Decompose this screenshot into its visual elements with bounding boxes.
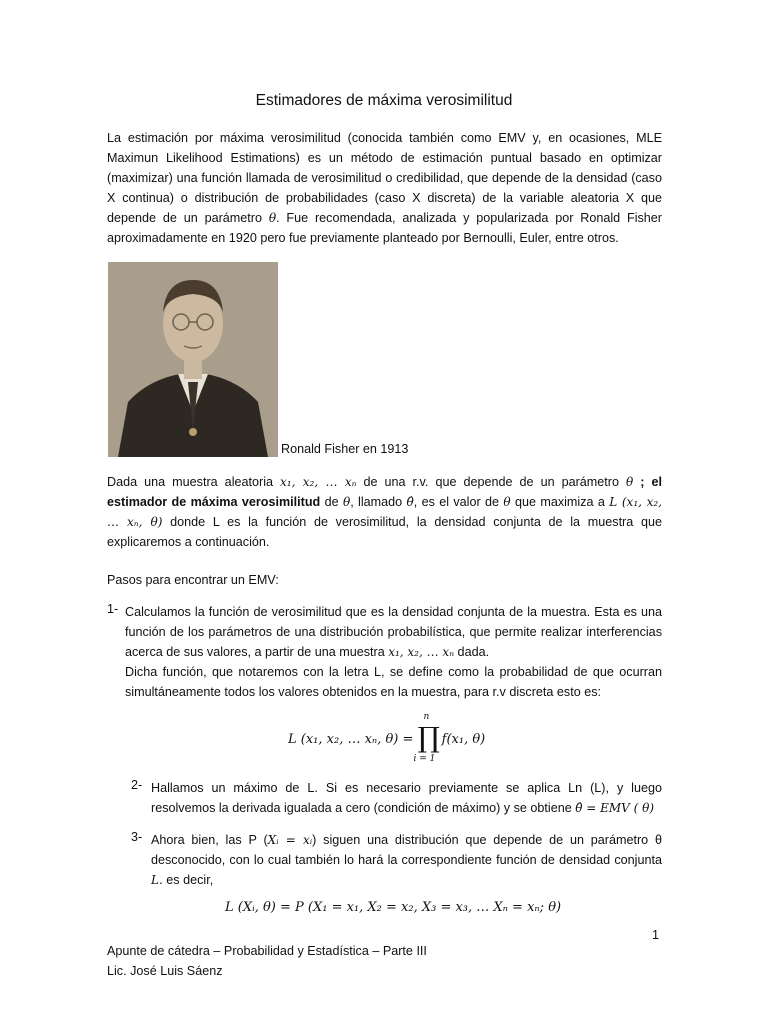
sample-expr: x₁, x₂, … xₙ <box>280 475 357 489</box>
emv-expr: θ̂ = EMV ( θ) <box>575 801 655 815</box>
step1-text-b: dada. <box>454 645 490 659</box>
page-title: Estimadores de máxima verosimilitud <box>255 92 513 109</box>
theta-symbol: θ <box>268 211 277 225</box>
page-number: 1 <box>652 928 660 942</box>
theta-hat-symbol: θ̂ <box>406 495 414 509</box>
theta-symbol: θ <box>503 495 511 509</box>
product-upper: n <box>423 712 430 722</box>
step2-text-a: Hallamos un máximo de L. Si es necesario previamente se aplica Ln (L), y luego resolvemos la derivada igualada a cero (condición de máximo) y se obtiene <box>151 781 662 815</box>
step1-text-a: Calculamos la función de verosimilitud que es la densidad conjunta de la muestra. Esta es una función de los parámetros de una distribución probabilística, que permite realizar interferencias acerca de sus valores, a partir de una muestra <box>125 605 662 659</box>
step3-number: 3- <box>131 830 143 844</box>
def-text-f: , es el valor de <box>413 495 504 509</box>
product-lower: i = 1 <box>413 754 436 764</box>
likelihood-product-formula <box>288 712 486 768</box>
xi-expr: Xᵢ = xᵢ <box>267 833 313 847</box>
formula1-lhs: L (x₁, x₂, … xₙ, θ) = <box>288 732 418 747</box>
def-text-d: de <box>320 495 343 509</box>
L-symbol: L. <box>151 873 163 887</box>
def-text-b: de una r.v. que depende de un parámetro <box>356 475 627 489</box>
theta-symbol: θ <box>626 475 634 489</box>
sample-expr: x₁, x₂, … xₙ <box>388 645 455 659</box>
likelihood-expr: L (x₁, x₂, … xₙ, θ) <box>107 495 663 529</box>
footer-line-2: Lic. José Luis Sáenz <box>107 964 223 978</box>
definition-paragraph <box>107 472 662 552</box>
product-glyph: ∏ <box>417 721 440 754</box>
photo-caption: Ronald Fisher en 1913 <box>281 442 409 456</box>
step1-text <box>125 602 662 702</box>
def-text-h: donde L es la función de verosimilitud, la densidad conjunta de la muestra que explicaremos a continuación. <box>107 515 662 549</box>
intro-text-a: La estimación por máxima verosimilitud (conocida también como EMV y, en ocasiones, MLE Maximun Likelihood Estimations) es un método de estimación puntual basado en optimizar (maximizar) una función llamada de verosimilitud o credibilidad, que depende de la densidad (caso X continua) o distribución de probabilidades (caso X discreta) de la variable aleatoria X que depende de un parámetro <box>107 131 662 225</box>
def-text-e: , llamado <box>350 495 407 509</box>
def-text-a: Dada una muestra aleatoria <box>107 475 281 489</box>
step3-text <box>151 830 662 890</box>
joint-probability-formula: L (Xᵢ, θ) = P (X₁ = x₁, X₂ = x₂, X₃ = x₃, … Xₙ = xₙ; θ) <box>225 900 562 915</box>
portrait-illustration <box>108 262 278 457</box>
step1-number: 1- <box>107 602 119 616</box>
step3-text-c: es decir, <box>162 873 214 887</box>
step3-text-b: ) siguen una distribución que depende de un parámetro θ desconocido, con lo cual también lo hará la correspondiente función de densidad conjunta <box>151 833 662 867</box>
intro-paragraph <box>107 128 662 248</box>
def-bold-term: ; el estimador de máxima verosimilitud <box>107 475 663 509</box>
footer-line-1: Apunte de cátedra – Probabilidad y Estadística – Parte III <box>107 944 427 958</box>
def-text-g: que maximiza a <box>510 495 610 509</box>
theta-symbol: θ <box>342 495 351 509</box>
step3-text-a: Ahora bien, las P ( <box>151 833 268 847</box>
step2-number: 2- <box>131 778 143 792</box>
step1-text-c: Dicha función, que notaremos con la letra L, se define como la probabilidad de que ocurran simultáneamente todos los valores obtenidos en la muestra, para r.v discreta esto es: <box>125 665 662 699</box>
ronald-fisher-photo <box>108 262 278 457</box>
steps-heading: Pasos para encontrar un EMV: <box>107 573 279 587</box>
product-symbol <box>413 712 440 768</box>
intro-text-b: . Fue recomendada, analizada y popularizada por Ronald Fisher aproximadamente en 1920 pero fue previamente planteado por Bernoulli, Euler, entre otros. <box>107 211 662 245</box>
formula1-rhs: f(x₁, θ) <box>441 732 486 747</box>
step2-text <box>151 778 662 818</box>
